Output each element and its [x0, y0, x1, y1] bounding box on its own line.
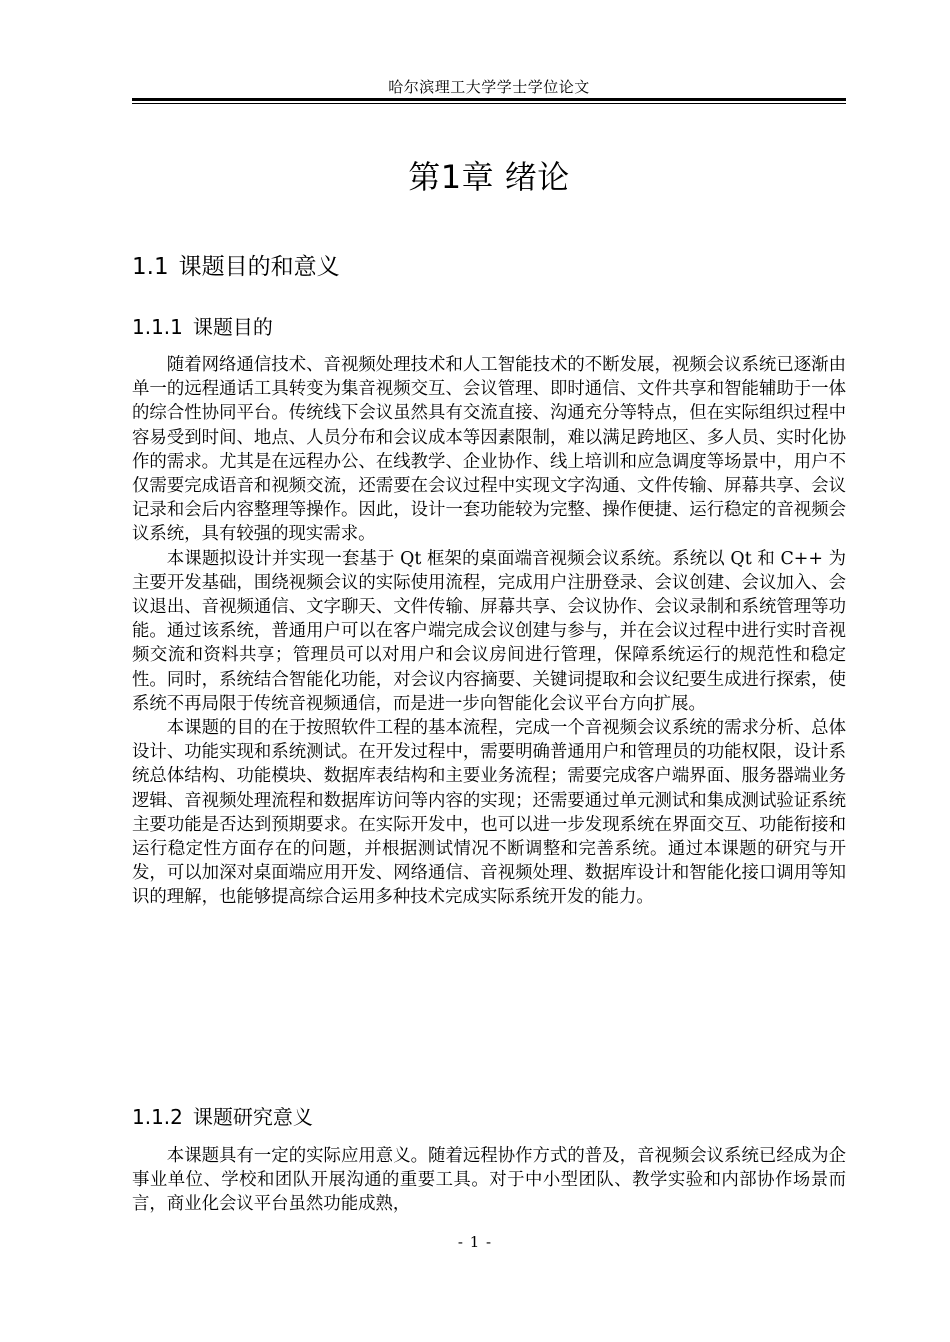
section-number: 1.1: [132, 254, 169, 280]
section-heading-1-1-2: [132, 1101, 313, 1130]
section-number: 1.1.1: [132, 315, 183, 339]
body-paragraph: 本课题的目的在于按照软件工程的基本流程，完成一个音视频会议系统的需求分析、总体设计、功能实现和系统测试。在开发过程中，需要明确普通用户和管理员的功能权限，设计系统总体结构、功能模块、数据库表结构和主要业务流程；需要完成客户端界面、服务器端业务逻辑、音视频处理流程和数据库访问等内容的实现；还需要通过单元测试和集成测试验证系统主要功能是否达到预期要求。在实际开发中，也可以进一步发现系统在界面交互、功能衔接和运行稳定性方面存在的问题，并根据测试情况不断调整和完善系统。通过本课题的研究与开发，可以加深对桌面端应用开发、网络通信、音视频处理、数据库设计和智能化接口调用等知识的理解，也能够提高综合运用多种技术完成实际系统开发的能力。: [132, 718, 846, 908]
page-number: - 1 -: [457, 1233, 493, 1251]
body-paragraph: 本课题拟设计并实现一套基于 Qt 框架的桌面端音视频会议系统。系统以 Qt 和 C++ 为主要开发基础，围绕视频会议的实际使用流程，完成用户注册登录、会议创建、会议加入、会议退出、音视频通信、文字聊天、文件传输、屏幕共享、会议协作、会议录制和系统管理等功能。通过该系统，普通用户可以在客户端完成会议创建与参与，并在会议过程中进行实时音视频交流和资料共享；管理员可以对用户和会议房间进行管理，保障系统运行的规范性和稳定性。同时，系统结合智能化功能，对会议内容摘要、关键词提取和会议纪要生成进行探索，使系统不再局限于传统音视频通信，而是进一步向智能化会议平台方向扩展。: [132, 548, 846, 714]
header-rule-thick: [132, 98, 846, 101]
body-paragraph: 随着网络通信技术、音视频处理技术和人工智能技术的不断发展，视频会议系统已逐渐由单一的远程通话工具转变为集音视频交互、会议管理、即时通信、文件共享和智能辅助于一体的综合性协同平台。传统线下会议虽然具有交流直接、沟通充分等特点，但在实际组织过程中容易受到时间、地点、人员分布和会议成本等因素限制，难以满足跨地区、多人员、实时化协作的需求。尤其是在远程办公、在线教学、企业协作、线上培训和应急调度等场景中，用户不仅需要完成语音和视频交流，还需要在会议过程中实现文字沟通、文件传输、屏幕共享、会议记录和会后内容整理等操作。因此，设计一套功能较为完整、操作便捷、运行稳定的音视频会议系统，具有较强的现实需求。: [132, 355, 846, 545]
section-1-1-1-body: [132, 353, 846, 910]
running-header: 哈尔滨理工大学学士学位论文: [388, 78, 590, 96]
section-title: 课题目的和意义: [178, 254, 340, 280]
section-title: 课题研究意义: [192, 1105, 313, 1129]
chapter-title: 第1章 绪论: [408, 158, 570, 196]
body-paragraph: 本课题具有一定的实际应用意义。随着远程协作方式的普及，音视频会议系统已经成为企事业单位、学校和团队开展沟通的重要工具。对于中小型团队、教学实验和内部协作场景而言，商业化会议平台虽然功能成熟，: [132, 1146, 846, 1215]
section-heading-1-1: [132, 248, 340, 281]
section-number: 1.1.2: [132, 1105, 183, 1129]
section-1-1-2-body: [132, 1144, 846, 1217]
section-heading-1-1-1: [132, 311, 273, 340]
section-title: 课题目的: [192, 315, 273, 339]
header-rule-thin: [132, 103, 846, 104]
